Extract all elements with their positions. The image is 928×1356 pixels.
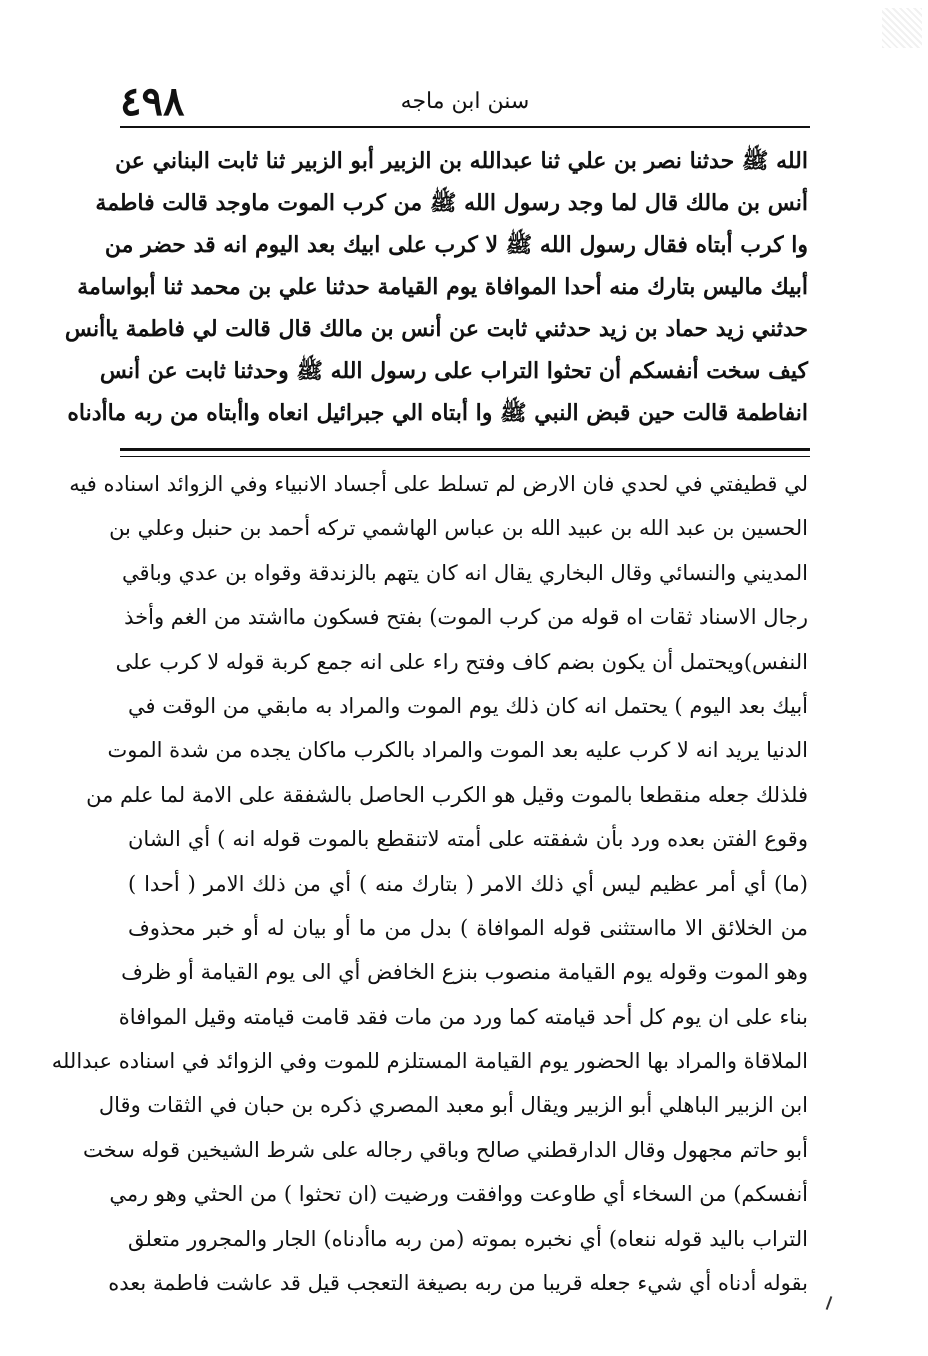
commentary-line: أنفسكم) من السخاء أي طاوعت ووافقت ورضيت (ان تحثوا ) من الحثي وهو رمي bbox=[109, 1182, 808, 1207]
section-divider-thin bbox=[120, 456, 810, 457]
commentary-line: الملاقاة والمراد بها الحضور يوم القيامة المستلزم للموت وفي الزوائد في اسناده عبدالله bbox=[51, 1049, 808, 1074]
commentary-line: الحسين بن عبد الله بن عبيد الله بن عباس الهاشمي تركه أحمد بن حنبل وعلي بن bbox=[109, 516, 808, 541]
commentary-line: بناء على ان يوم كل أحد قيامته كما ورد من مات فقد قامت قيامته وقيل الموافاة bbox=[118, 1004, 808, 1029]
hadith-line: أنس بن مالك قال لما وجد رسول الله ﷺ من كرب الموت ماوجد قالت فاطمة bbox=[95, 190, 808, 216]
commentary-line: فلذلك جعله منقطعا بالموت وقيل هو الكرب الحاصل بالشفقة على الامة لما علم من bbox=[86, 782, 808, 807]
hadith-line: الله ﷺ حدثنا نصر بن علي ثنا عبدالله بن الزبير أبو الزبير ثنا ثابت البناني عن bbox=[115, 148, 808, 174]
hadith-text-block bbox=[64, 140, 808, 434]
section-divider bbox=[120, 448, 810, 451]
commentary-line: وقوع الفتن بعده ورد بأن شفقته على أمته لاتنقطع بالموت قوله انه ) أي الشان bbox=[128, 827, 808, 852]
commentary-line: المديني والنسائي وقال البخاري يقال انه كان يتهم بالزندقة وقواه بن عدي وباقي bbox=[121, 560, 808, 585]
scan-artifact bbox=[882, 8, 922, 48]
commentary-line: وهو الموت وقوله يوم القيامة منصوب بنزع الخافض أي الى يوم القيامة أو ظرف bbox=[121, 960, 808, 985]
hadith-line: انفاطمة قالت حين قبض النبي ﷺ وا أبتاه الي جبرائيل انعاه واأبتاه من ربه ماأدناه bbox=[67, 400, 808, 426]
commentary-text-block bbox=[51, 462, 808, 1305]
page-number: ٤٩٨ bbox=[120, 78, 185, 125]
commentary-line: أبو حاتم مجهول وقال الدارقطني صالح وباقي رجاله على شرط الشيخين قوله سخت bbox=[83, 1137, 808, 1162]
hadith-line: كيف سخت أنفسكم أن تحثوا التراب على رسول الله ﷺ وحدثنا ثابت عن أنس bbox=[99, 358, 808, 384]
commentary-line: ابن الزبير الباهلي أبو الزبير ويقال أبو معبد المصري ذكره بن حبان في الثقات وقال bbox=[98, 1093, 808, 1118]
commentary-line: الدنيا يريد انه لا كرب عليه بعد الموت والمراد بالكرب ماكان يجده من شدة الموت bbox=[107, 738, 808, 763]
commentary-line: من الخلائق الا مااستثنى قوله الموافاة ) بدل من ما أو بيان له أو خبر محذوف bbox=[128, 915, 808, 940]
page-header bbox=[120, 78, 810, 126]
hadith-line: وا كرب أبتاه فقال رسول الله ﷺ لا كرب على ابيك بعد اليوم انه قد حضر من bbox=[104, 232, 808, 258]
commentary-line: لي قطيفتي في لحدي فان الارض لم تسلط على أجساد الانبياء وفي الزوائد اسناده فيه bbox=[69, 472, 808, 496]
commentary-line: النفس)ويحتمل أن يكون بضم كاف وفتح راء على انه جمع كربة قوله لا كرب على bbox=[115, 649, 808, 674]
commentary-line: أبيك بعد اليوم ) يحتمل انه كان ذلك يوم الموت والمراد به مابقي من الوقت في bbox=[128, 693, 808, 718]
commentary-line: (ما) أي أمر عظيم ليس أي ذلك الامر ( بتارك منه ) أي من ذلك الامر ( أحدا ) bbox=[128, 871, 808, 896]
commentary-line: بقوله أدناه أي شيء جعله قريبا من ربه بصيغة التعجب قيل قد عاشت فاطمة بعده bbox=[108, 1271, 808, 1296]
hadith-line: حدثني زيد حماد بن زيد حدثني ثابت عن أنس بن مالك قال قالت لي فاطمة ياأنس bbox=[64, 316, 808, 342]
running-title: سنن ابن ماجه bbox=[400, 89, 530, 114]
commentary-line: التراب باليد قوله ننعاه) أي نخبره بموته (من ربه ماأدناه) الجار والمجرور متعلق bbox=[128, 1226, 808, 1251]
hadith-line: أبيك ماليس بتارك منه أحدا الموافاة يوم القيامة حدثنا علي بن محمد ثنا أبواسامة bbox=[77, 274, 808, 300]
header-rule bbox=[120, 126, 810, 128]
scan-speck bbox=[826, 1296, 833, 1310]
commentary-line: رجال الاسناد ثقات اه قوله من كرب الموت) بفتح فسكون مااشتد من الغم وأخذ bbox=[124, 605, 808, 630]
